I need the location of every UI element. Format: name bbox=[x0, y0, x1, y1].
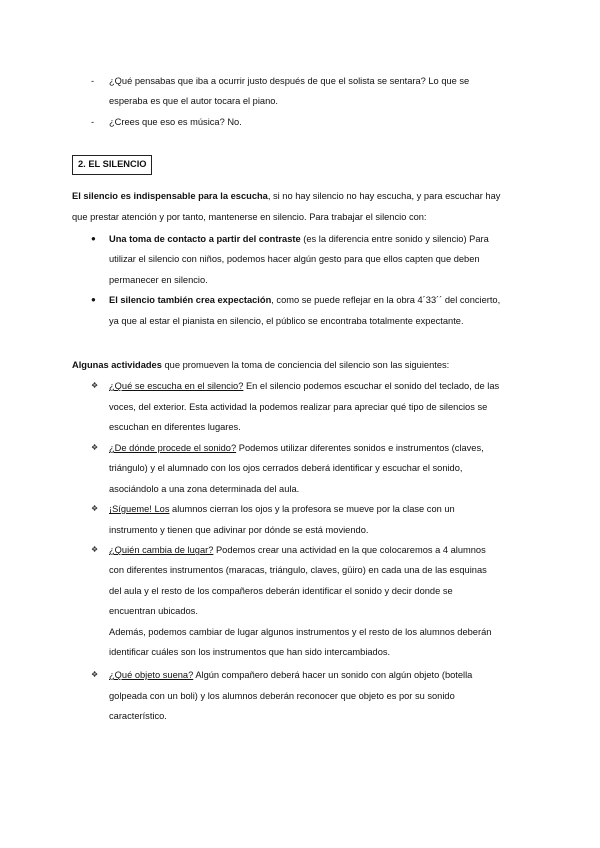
bold-phrase: Algunas actividades bbox=[72, 360, 162, 370]
bullet-line bbox=[109, 293, 500, 307]
bullet-marker: ● bbox=[91, 234, 96, 243]
text-fragment: , si no hay silencio no hay escucha, y para escuchar hay bbox=[267, 191, 501, 201]
activity-title: ¿Qué se escucha en el silencio? bbox=[109, 381, 244, 391]
bullet-marker: ● bbox=[91, 295, 96, 304]
text-fragment: Podemos crear una actividad en la que colocaremos a 4 alumnos bbox=[213, 545, 486, 555]
text-fragment: , como se puede reflejar en la obra 4´33´´ del concierto, bbox=[271, 295, 501, 305]
activity-line bbox=[109, 441, 484, 455]
activity-line bbox=[109, 543, 486, 557]
activity-line: encuentran ubicados. bbox=[109, 606, 198, 616]
activity-line bbox=[109, 668, 472, 682]
bold-phrase: El silencio también crea expectación bbox=[109, 295, 272, 305]
text-line: esperaba es que el autor tocara el piano. bbox=[109, 96, 279, 106]
activities-intro bbox=[72, 358, 449, 372]
activity-line: identificar cuáles son los instrumentos que han sido intercambiados. bbox=[109, 647, 391, 657]
activity-line: asociándolo a una zona determinada del aula. bbox=[109, 484, 300, 494]
activity-line: característico. bbox=[109, 711, 167, 721]
paragraph-line: que prestar atención y por tanto, mantenerse en silencio. Para trabajar el silencio con: bbox=[72, 212, 427, 222]
text-fragment: que promueven la toma de conciencia del silencio son las siguientes: bbox=[161, 360, 450, 370]
diamond-bullet-icon: ❖ bbox=[91, 670, 99, 679]
diamond-bullet-icon: ❖ bbox=[91, 504, 99, 513]
activity-line: voces, del exterior. Esta actividad la podemos realizar para apreciar qué tipo de silencios se bbox=[109, 402, 488, 412]
diamond-bullet-icon: ❖ bbox=[91, 381, 99, 390]
section-heading bbox=[72, 155, 152, 175]
bullet-line: permanecer en silencio. bbox=[109, 275, 208, 285]
text-fragment: En el silencio podemos escuchar el sonido del teclado, de las bbox=[243, 381, 500, 391]
activity-line: instrumento y tienen que adivinar por dónde se está moviendo. bbox=[109, 525, 369, 535]
bullet-line: ya que al estar el pianista en silencio, el público se encontraba totalmente expectante. bbox=[109, 316, 464, 326]
text-line: ¿Crees que eso es música? No. bbox=[109, 117, 242, 127]
bold-phrase: El silencio es indispensable para la escucha bbox=[72, 191, 268, 201]
activity-line: triángulo) y el alumnado con los ojos cerrados deberá identificar y escuchar el sonido, bbox=[109, 463, 463, 473]
section-title: 2. EL SILENCIO bbox=[78, 159, 147, 169]
paragraph-line bbox=[72, 189, 500, 203]
bullet-line: utilizar el silencio con niños, podemos hacer algún gesto para que ellos capten que deben bbox=[109, 254, 480, 264]
activity-title: ¿Quién cambia de lugar? bbox=[109, 545, 214, 555]
activity-line: del aula y el resto de los compañeros deberán identificar el sonido y decir donde se bbox=[109, 586, 453, 596]
text-fragment: Podemos utilizar diferentes sonidos e instrumentos (claves, bbox=[236, 443, 484, 453]
text-fragment: Algún compañero deberá hacer un sonido con algún objeto (botella bbox=[193, 670, 473, 680]
diamond-bullet-icon: ❖ bbox=[91, 545, 99, 554]
bold-phrase: Una toma de contacto a partir del contraste bbox=[109, 234, 301, 244]
activity-line bbox=[109, 502, 455, 516]
dash-marker: - bbox=[91, 76, 95, 86]
text-line: ¿Qué pensabas que iba a ocurrir justo después de que el solista se sentara? Lo que se bbox=[109, 76, 470, 86]
activity-title: ¿Qué objeto suena? bbox=[109, 670, 194, 680]
dash-marker: - bbox=[91, 117, 95, 127]
activity-line: escuchan en diferentes lugares. bbox=[109, 422, 241, 432]
activity-line bbox=[109, 379, 499, 393]
activity-line: con diferentes instrumentos (maracas, triángulo, claves, güiro) en cada una de las esquinas bbox=[109, 565, 487, 575]
diamond-bullet-icon: ❖ bbox=[91, 443, 99, 452]
bullet-line bbox=[109, 232, 489, 246]
activity-title: ¿De dónde procede el sonido? bbox=[109, 443, 237, 453]
activity-line: Además, podemos cambiar de lugar algunos instrumentos y el resto de los alumnos deberán bbox=[109, 627, 492, 637]
activity-title: ¡Sígueme! Los bbox=[109, 504, 170, 514]
text-fragment: (es la diferencia entre sonido y silencio) Para bbox=[300, 234, 489, 244]
text-fragment: alumnos cierran los ojos y la profesora se mueve por la clase con un bbox=[169, 504, 455, 514]
activity-line: golpeada con un boli) y los alumnos deberán reconocer que objeto es por su sonido bbox=[109, 691, 455, 701]
